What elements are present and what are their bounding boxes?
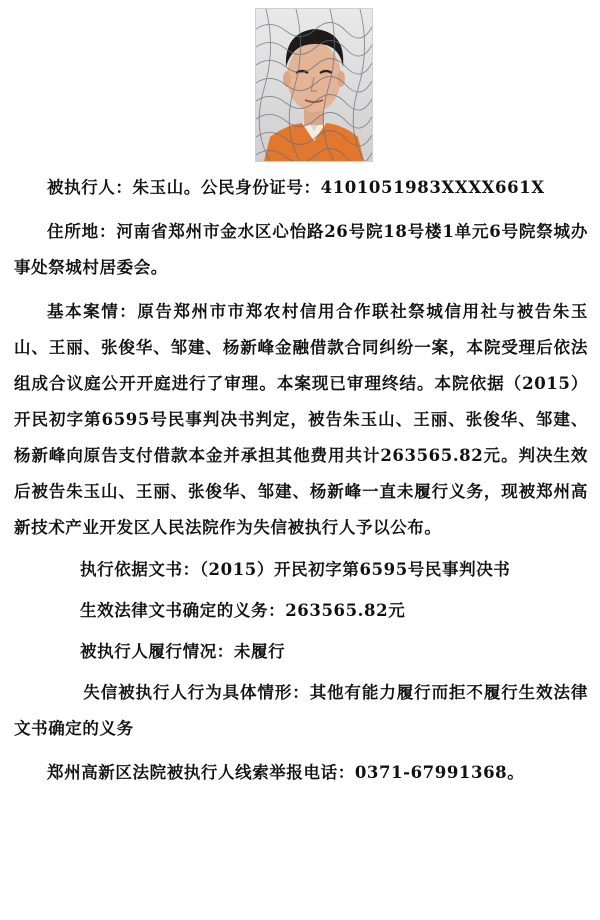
- debtor-line: [14, 170, 588, 206]
- portrait-image: [256, 9, 372, 161]
- performance-label: 被执行人履行情况：: [80, 642, 234, 661]
- basis-document-line: [14, 552, 588, 588]
- performance-value: 未履行: [233, 642, 286, 661]
- id-number: 4101051983XXXX661X: [320, 178, 545, 197]
- debtor-name: 朱玉山。: [132, 178, 201, 197]
- case-summary-label: 基本案情：: [47, 302, 138, 321]
- notice-body: [14, 170, 588, 791]
- debtor-photo: [255, 8, 373, 162]
- hotline-label: 郑州高新区法院被执行人线索举报电话：: [47, 763, 355, 782]
- circumstance-label: 失信被执行人行为具体情形：: [83, 683, 310, 702]
- case-summary-paragraph: [14, 294, 588, 546]
- residence-value: 河南省郑州市金水区心怡路26号院18号楼1单元6号院祭城办事处祭城村居委会。: [14, 222, 588, 277]
- hotline-value: 0371-67991368。: [354, 763, 525, 782]
- performance-line: [14, 634, 588, 670]
- residence-paragraph: [14, 214, 588, 286]
- obligation-line: [14, 593, 588, 629]
- basis-document-label: 执行依据文书：: [80, 560, 200, 579]
- obligation-label: 生效法律文书确定的义务：: [80, 601, 286, 620]
- debtor-label: 被执行人：: [47, 178, 133, 197]
- id-label: 公民身份证号：: [200, 178, 321, 197]
- circumstance-paragraph: [14, 675, 588, 747]
- basis-document-value: （2015）开民初字第6595号民事判决书: [199, 560, 511, 579]
- circumstance-value: 其他有能力履行而拒不履行生效法律文书确定的义务: [14, 683, 588, 738]
- hotline-line: [14, 755, 588, 791]
- residence-label: 住所地：: [47, 222, 117, 241]
- case-summary-value: 原告郑州市市郑农村信用合作联社祭城信用社与被告朱玉山、王丽、张俊华、邹建、杨新峰金融借款合同纠纷一案，本院受理后依法组成合议庭公开开庭进行了审理。本案现已审理终结。本院依据（2015）开民初字第6595号民事判决书判定，被告朱玉山、王丽、张俊华、邹建、杨新峰向原告支付借款本金并承担其他费用共计263565.82元。判决生效后被告朱玉山、王丽、张俊华、邹建、杨新峰一直未履行义务，现被郑州高新技术产业开发区人民法院作为失信被执行人予以公布。: [14, 302, 589, 537]
- obligation-value: 263565.82元: [285, 601, 406, 620]
